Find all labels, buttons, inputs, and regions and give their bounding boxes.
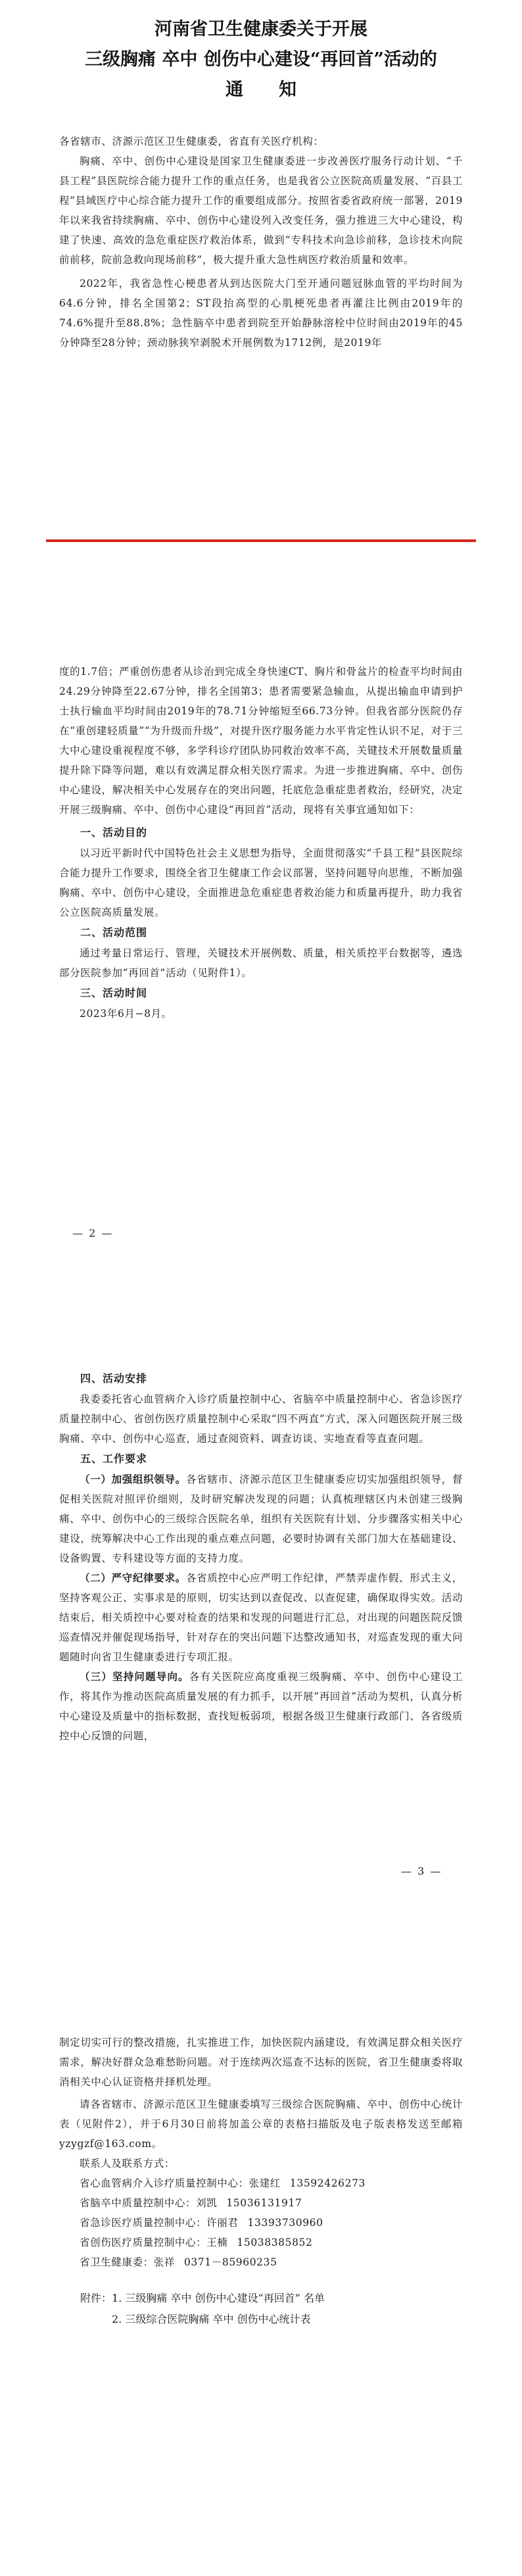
requirement-3-lead: （三）坚持问题导向。: [80, 1670, 189, 1683]
requirement-2: [59, 1568, 463, 1667]
section-2-text: 通过考量日常运行、管理，关键技术开展例数、质量，相关质控平台数据等，遴选部分医院参加“再回首”活动（见附件1）。: [59, 947, 463, 979]
contact-row: [59, 2193, 463, 2213]
contact-phone: 13393730960: [247, 2217, 323, 2229]
intro-paragraph-1: 胸痛、卒中、创伤中心建设是国家卫生健康委进一步改善医疗服务行动计划、“千县工程”县医院综合能力提升工作的重点任务，也是我省公立医院高质量发展、“百县工程”县域医疗中心综合能力提升工作的重要组成部分。按照省委省政府统一部署，2019年以来我省持续胸痛、卒中、创伤中心建设列入改变任务，强力推进三大中心建设，构建了快速、高效的急危重症医疗救治体系，做到“专科技术向急诊前移，急诊技术向院前前移，院前急救向现场前移”，极大提升重大急性病医疗救治质量和效率。: [59, 155, 463, 266]
requirement-3-text: 各有关医院应高度重视三级胸痛、卒中、创伤中心建设工作，将其作为推动医院高质量发展的有力抓手，以开展“再回首”活动为契机，认真分析中心建设及质量中的指标数据，查找短板弱项，根据各级卫生健康行政部门、各省级质控中心反馈的问题，: [59, 1671, 463, 1742]
document-title: [26, 14, 496, 105]
contact-unit: 省脑卒中质量控制中心：: [80, 2197, 197, 2209]
intro-paragraph-2: 2022年，我省急性心梗患者从到达医院大门至开通问题冠脉血管的平均时间为64.6分钟，排名全国第2；ST段抬高型的心肌梗死患者再灌注比例由2019年的74.6%提升至88.8%；急性脑卒中患者到院至开始静脉溶栓中位时间由2019年的45分钟降至28分钟；颈动脉狭窄剥脱术开展例数为1712例，是2019年: [59, 278, 463, 349]
section-5-heading: 五、工作要求: [80, 1452, 148, 1465]
contact-phone: 15036131917: [226, 2197, 302, 2209]
attachment-row-2: [59, 2309, 463, 2330]
contact-unit: 省创伤医疗质量控制中心：: [80, 2237, 207, 2248]
section-3-heading: 三、活动时间: [80, 987, 148, 999]
contact-phone: 15038385852: [237, 2237, 313, 2248]
contacts-heading: 联系人及联系方式：: [80, 2158, 175, 2169]
section-4-text: 我委委托省心血管病介入诊疗质量控制中心、省脑卒中质量控制中心、省急诊医疗质量控制中心、省创伤医疗质量控制中心采取“四不两直”方式，深入问题医院开展三级胸痛、卒中、创伤中心巡查，通过查阅资料、调查访谈、实地查看等直查问题。: [59, 1393, 463, 1445]
requirement-2-lead: （二）严守纪律要求。: [80, 1572, 186, 1584]
requirement-2-text: 各省质控中心应严明工作纪律，严禁弄虚作假、形式主义，坚持客观公正、实事求是的原则，切实达到以查促改、以查促建，确保取得实效。活动结束后，相关质控中心要对检查的结果和发现的问题进行汇总，对出现的问题医院反馈巡查情况并催促现场指导，针对存在的突出问题下达整改通知书，对巡查发现的重大问题随时向省卫生健康委进行专项汇报。: [59, 1572, 463, 1663]
intro-paragraph-2-continued: 度的1.7倍；严重创伤患者从诊治到完成全身快速CT、胸片和骨盆片的检查平均时间由24.29分钟降至22.67分钟，排名全国第3；患者需要紧急输血，从提出输血申请到护士执行输血平均时间由2019年的78.71分钟缩短至66.73分钟。但我省部分医院仍存在“重创建轻质量”“为升级而升级”，对提升医疗服务能力水平肯定性认识不足，对于三大中心建设重视程度不够，多学科诊疗团队协同救治效率不高，关键技术开展数量质量提升除下降等问题，难以有效满足群众相关医疗需求。为进一步推进胸痛、卒中、创伤中心建设，解决相关中心发展存在的突出问题，托底危急重症患者救治，经研究，决定开展三级胸痛、卒中、创伤中心建设“再回首”活动，现将有关事宜通知如下：: [59, 666, 463, 816]
requirement-3: [59, 1667, 463, 1746]
contact-name: 张建红: [249, 2177, 281, 2189]
contact-name: 许丽君: [206, 2217, 239, 2229]
section-2-heading: 二、活动范围: [80, 926, 148, 939]
attachments-label: 附件：: [80, 2292, 112, 2304]
attachment-item-1: 1. 三级胸痛 卒中 创伤中心建设“再回首” 名单: [112, 2292, 325, 2304]
contact-phone: 13592426273: [289, 2177, 366, 2189]
contact-row: [59, 2233, 463, 2252]
red-divider-rule: [46, 539, 476, 542]
attachments: [59, 2288, 463, 2309]
title-line-1: 河南省卫生健康委关于开展: [154, 19, 368, 39]
contact-name: 张祥: [153, 2256, 175, 2268]
report-instructions: 请各省辖市、济源示范区卫生健康委填写三级综合医院胸痛、卒中、创伤中心统计表（见附件2），并于6月30日前将加盖公章的表格扫描版及电子版表格发送至邮箱yzygzf@163.com。: [59, 2098, 463, 2150]
contact-row: [59, 2213, 463, 2233]
salutation: 各省辖市、济源示范区卫生健康委，省直有关医疗机构：: [59, 136, 324, 147]
requirement-1-lead: （一）加强组织领导。: [80, 1473, 186, 1485]
title-line-3: 通 知: [225, 80, 297, 100]
contact-unit: 省心血管病介入诊疗质量控制中心：: [80, 2177, 249, 2189]
requirement-1: [59, 1470, 463, 1568]
section-4-heading: 四、活动安排: [80, 1372, 148, 1385]
contact-row: [59, 2173, 463, 2193]
section-3-text: 2023年6月−8月。: [80, 1008, 172, 1020]
contact-row: [59, 2252, 463, 2272]
contact-unit: 省卫生健康委：: [80, 2256, 154, 2268]
contact-name: 刘凯: [196, 2197, 218, 2209]
section-1-heading: 一、活动目的: [80, 826, 148, 839]
contact-phone: 0371－85960235: [183, 2256, 277, 2268]
page-number-2: — 2 —: [72, 1227, 114, 1239]
requirement-1-text: 各省辖市、济源示范区卫生健康委应切实加强组织领导，督促相关医院对照评价细则，及时研究解决发现的问题；认真梳理辖区内未创建三级胸痛、卒中、创伤中心的三级综合医院名单，组织有关医院有计划、分步骤落实相关中心建设，统筹解决中心工作出现的重点难点问题，必要时协调有关部门加大在基础建设、设备购置、专科建设等方面的支持力度。: [59, 1474, 463, 1564]
contact-name: 王楠: [206, 2237, 228, 2248]
page-number-3: — 3 —: [401, 1865, 442, 1877]
title-line-2: 三级胸痛 卒中 创伤中心建设“再回首”活动的: [85, 49, 437, 70]
attachment-item-2: 2. 三级综合医院胸痛 卒中 创伤中心统计表: [112, 2313, 311, 2325]
section-1-text: 以习近平新时代中国特色社会主义思想为指导，全面贯彻落实“千县工程”县医院综合能力提升工作要求，围绕全省卫生健康工作会议部署，坚持问题导向思维，不断加强胸痛、卒中、创伤中心建设，全面推进急危重症患者救治能力和质量再提升，助力我省公立医院高质量发展。: [59, 847, 463, 918]
contact-unit: 省急诊医疗质量控制中心：: [80, 2217, 207, 2229]
requirement-3-continued: 制定切实可行的整改措施，扎实推进工作，加快医院内涵建设，有效满足群众相关医疗需求，解决好群众急难愁盼问题。对于连续两次巡查不达标的医院，省卫生健康委将取消相关中心认证资格并择机处理。: [59, 2037, 463, 2088]
